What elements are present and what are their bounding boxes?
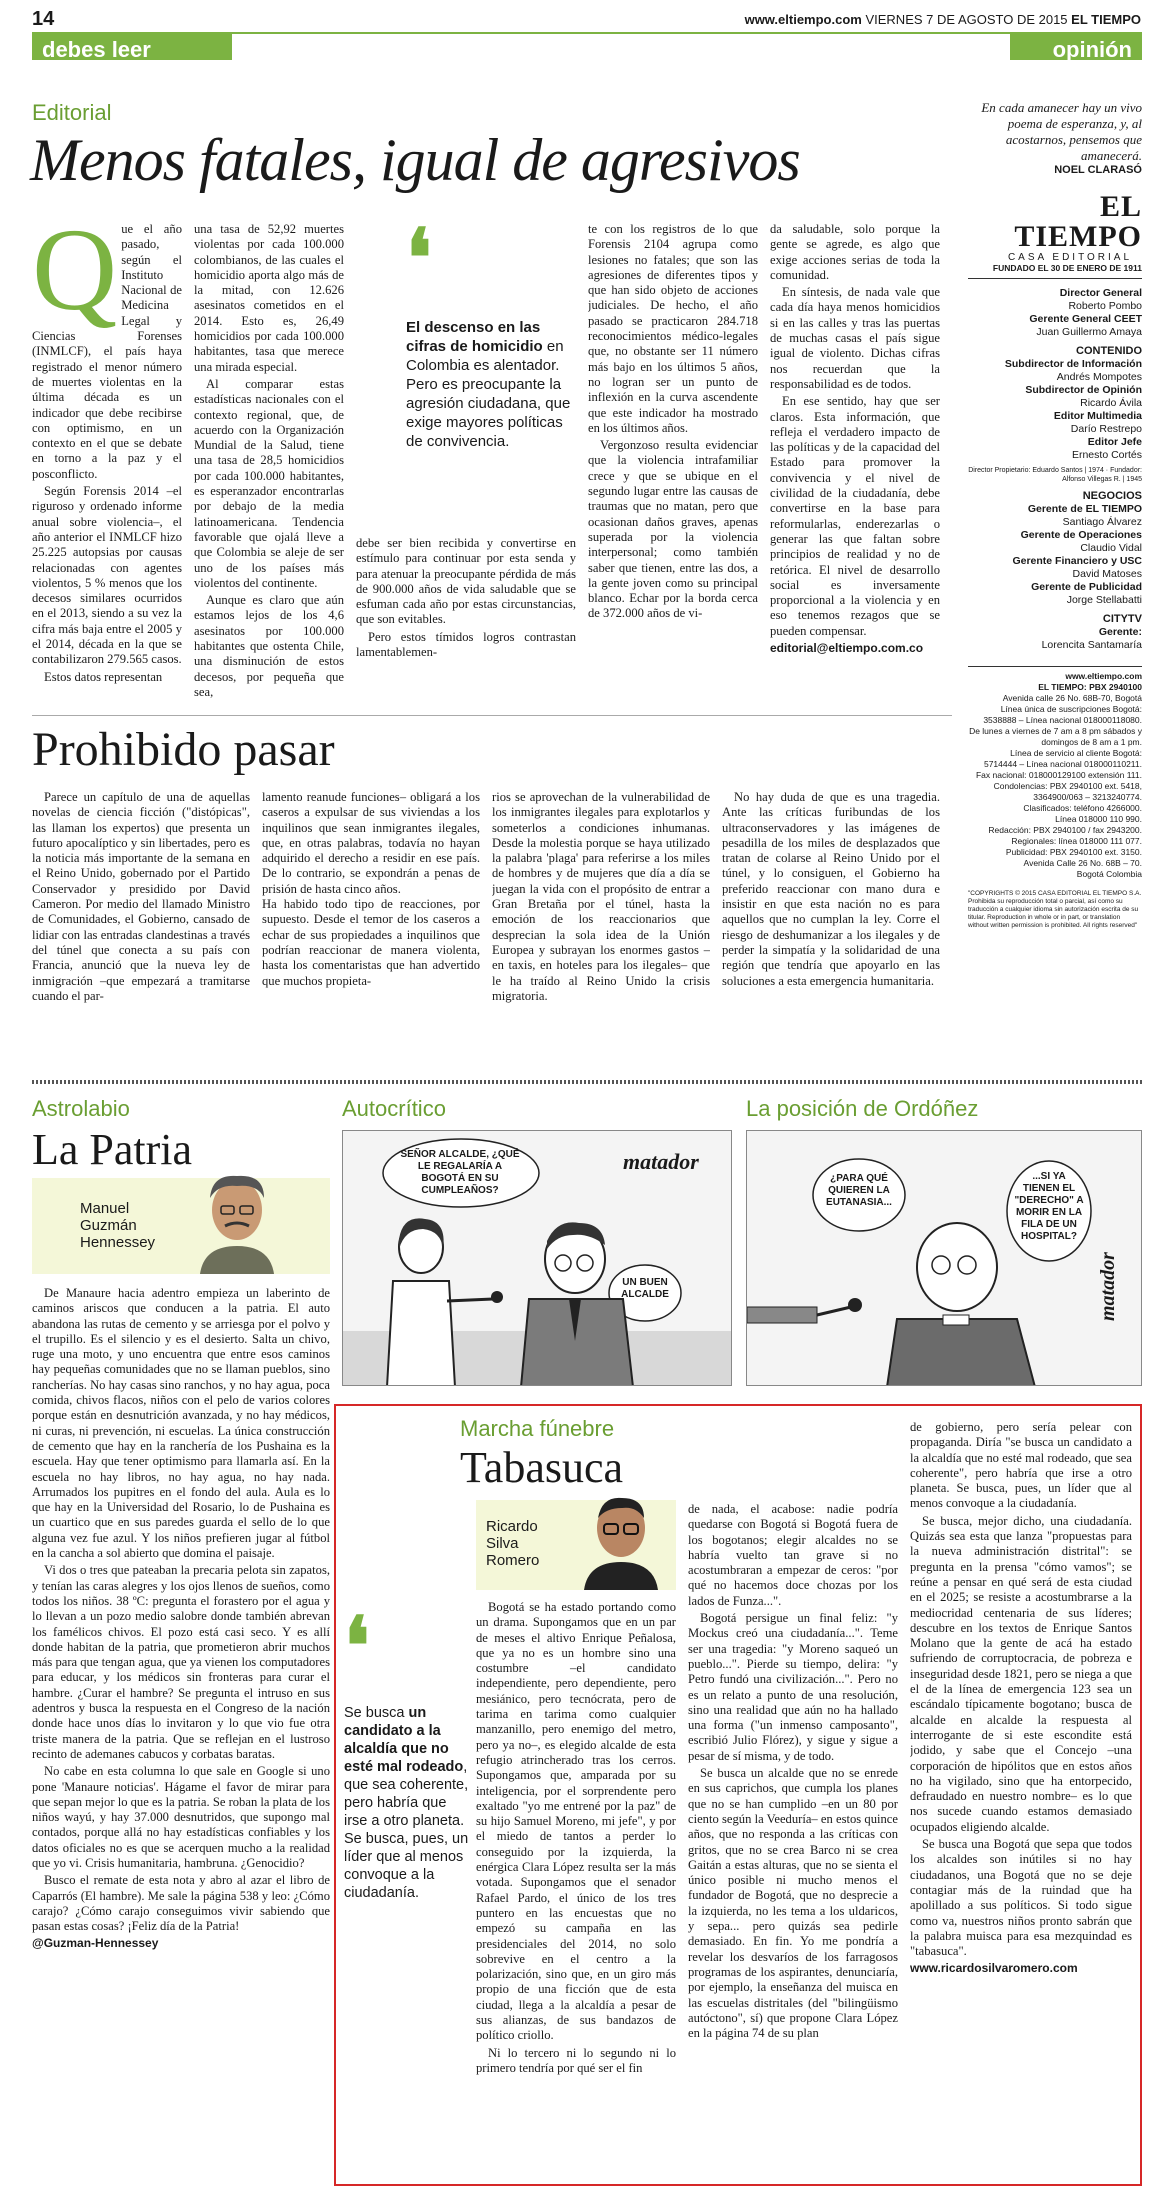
masthead-contact-line: Avenida calle 26 No. 68B-70, Bogotá xyxy=(1002,693,1142,703)
astrolabio-body xyxy=(32,1286,330,2186)
masthead xyxy=(968,192,1142,930)
ordonez-cartoon xyxy=(746,1130,1142,1386)
prohibido-divider xyxy=(32,715,952,716)
editorial-paragraph: Según Forensis 2014 –el riguroso y ordenado informe anual sobre violencia–, el año anterior el INMLCF hizo 25.225 autopsias por causas relacionadas con agentes violentos, 5 % menos que los decesos similares ocurridos en el 2013, siendo a su vez la cifra más baja entre el 2005 y el 2014, década en la que se contabilizaron 279.565 casos. xyxy=(32,484,182,667)
masthead-contact-line: Condolencias: PBX 2940100 ext. 5418, xyxy=(993,781,1142,791)
epigraph xyxy=(968,100,1142,176)
header-brand: EL TIEMPO xyxy=(1071,12,1141,27)
masthead-person: Ricardo Ávila xyxy=(1080,397,1142,409)
editorial-paragraph: ue el año pasado, según el Instituto Nacional de Medicina Legal y Ciencias Forenses (INMLCF), el país haya registrado el menor número de muertes violentas en la última década es un indicador que debe recibirse con optimismo, en un contexto en el que se debate en torno a la paz y el posconflicto. xyxy=(32,222,182,481)
editorial-col-4 xyxy=(588,222,758,708)
prohibido-paragraph: lamento reanude funciones– obligará a los caseros a expulsar de sus viviendas a los inquilinos que sean inmigrantes ilegales, que, en otras palabras, todavía no hayan adquirido el derecho a residir en ese país. De lo contrario, se expondrán a penas de prisión de hasta cinco años. Ha habido todo tipo de reacciones, por supuesto. Desde el temor de los caseros a echar de sus propiedades a inquilinos que podrían reaccionar de manera violenta, hasta los comentaristas que han advertido que muchos propieta- xyxy=(262,790,480,988)
tabasuca-paragraph: Bogotá persigue un final feliz: "y Mockus creó una ciudadanía...". Teme ser una tragedia: "y Moreno saqueó un pueblo...". Pierde su tiempo, delira: "y Petro fundó una civilización...". Pero no es un relato a punto de una resolución, sino una realidad que aún no ha hallado una forma ("un inmenso camposanto", escribió Julio Flórez), y sigue y sigue a pesar de sí misma, y de todo. xyxy=(688,1611,898,1763)
astrolabio-kicker: Astrolabio xyxy=(32,1096,130,1121)
masthead-section-heading: CITYTV xyxy=(1102,613,1142,625)
editorial-quote-text xyxy=(406,318,571,451)
astrolabio-paragraph: No cabe en esta columna lo que sale en Google si uno pone 'Manaure noticias'. Hágame el favor de mirar para que sepan mejor lo que es la patria. Se roban la plata de los niños wayú, y hay 37.000 desnutridos, que supongo mal contados, porque allá no hay estadísticas confiables y los datos oficiales no es que se acerquen mucho a la realidad que yo vi. Crisis humanitaria, hambruna. ¿Genocidio? xyxy=(32,1764,330,1870)
tabasuca-author-name: Ricardo Silva Romero xyxy=(486,1518,540,1569)
tabasuca-paragraph: Ni lo tercero ni lo segundo ni lo primero tendría por qué ser el fin xyxy=(476,2045,676,2075)
masthead-role: Gerente de Publicidad xyxy=(1031,581,1142,593)
prohibido-paragraph: rios se aprovechan de la vulnerabilidad de los inmigrantes ilegales para explotarlos y someterlos a condiciones inhumanas. Desde la molestia porque se haya utilizado la palabra 'plaga' para referirse a los miles de hombres y de mujeres que día a día se juegan la vida con el propósito de entrar a Gran Bretaña por el túnel, hasta la emoción de los reaccionarios que desprecian la sola idea de la Unión Europea y subrayan los enormes gastos –en taxis, en hoteles para los ilegales– que le ha traído al Reino Unido la crisis migratoria. xyxy=(492,790,710,1003)
masthead-contact-line: 3538888 – Línea nacional 018000118080. xyxy=(983,715,1142,725)
editorial-paragraph: En síntesis, de nada vale que cada día haya menos homicidios si en las calles y tras las puertas de muchas casas el país sigue igual de violento. Dichas cifras nos recuerdan que la responsabilidad es de todos. xyxy=(770,285,940,391)
masthead-contact-line: www.eltiempo.com xyxy=(1065,671,1142,681)
tabasuca-paragraph: Se busca, mejor dicho, una ciudadanía. Quizás sea esta que lanza "propuestas para la nueva administración distrital": se pregunta en la prensa "cómo vamos"; se reúne a pensar en qué será de esta ciudad en el 2025; se resiste a acostumbrarse a la mediocridad centenaria de sus líderes; descubre en los textos de Enrique Santos Molano que la gente de acá ha estado sufriendo de corruptocracia, de pobreza e inseguridad desde 1821, pero se niega a que el de la línea de emergencia 123 sea un escándalo típicamente bogotano; busca de alcalde en alcalde la respuesta al interrogante de si este escondite está jodido, y sabe que el Concejo –una corporación de hipólitos que en estos años no ha vigilado, sino que ha entorpecido, defraudado en nuestro nombre– es lo que nos sucede cuando estamos demasiado ocupados eligiendo alcalde. xyxy=(910,1513,1132,1834)
editorial-paragraph: te con los registros de lo que Forensis 2104 agrupa como lesiones no fatales; que son las agresiones de diferentes tipos y que han sido objeto de acciones judiciales. De hecho, el año pasado se practicaron 284.718 reconocimientos médico-legales que, no obstante ser 11 número más bajo en los últimos 5 años, no logran ser un punto de inflexión en la curva ascendente que este indicador ha mostrado en los últimos años. xyxy=(588,222,758,435)
editorial-col-5 xyxy=(770,222,940,708)
editorial-paragraph: una tasa de 52,92 muertes violentas por cada 100.000 colombianos, de las cuales el homicidio aporta algo más de la mitad, con 12.626 asesinatos cometidos en el 2014. Esto es, 26,49 homicidios por cada 100.000 habitantes, tasa que merece una mirada especial. xyxy=(194,222,344,374)
tabasuca-paragraph: de nada, el acabose: nadie podría quedarse con Bogotá si Bogotá fuera de los bogotanos; elegir alcaldes no se habría vuelto tan grave si no acostumbraran a empezar de ceros: "por qué no hacemos doce chozas por los lados de Funza...". xyxy=(688,1502,898,1608)
masthead-contact-line: 5714444 – Línea nacional 018000110211. xyxy=(983,759,1142,769)
masthead-role: Gerente de Operaciones xyxy=(1020,529,1142,541)
tabasuca-pullquote xyxy=(344,1599,472,1902)
author-portrait-silva xyxy=(576,1488,666,1590)
prohibido-col-2 xyxy=(262,790,480,1070)
autocritico-bubble-1: SEÑOR ALCALDE, ¿QUÉ LE REGALARÍA A BOGOTÁ EN SU CUMPLEAÑOS? xyxy=(400,1149,520,1196)
astrolabio-paragraph: Busco el remate de esta nota y abro al azar el libro de Caparrós (El hambre). Me sale la página 538 y leo: ¿Cómo carajo? ¿Cómo carajo conseguimos vivir sabiendo que pasan estas cosas? ¡Feliz día de la Patria! xyxy=(32,1873,330,1934)
page-number: 14 xyxy=(32,8,55,30)
masthead-contact-line: Clasificados: teléfono 4266000. xyxy=(1023,803,1142,813)
masthead-contact xyxy=(968,666,1142,880)
tabasuca-web[interactable]: www.ricardosilvaromero.com xyxy=(910,1961,1078,1976)
header-date: VIERNES 7 DE AGOSTO DE 2015 xyxy=(865,12,1068,27)
masthead-contact-line: Avenida Calle 26 No. 68B – 70. xyxy=(1023,858,1142,868)
editorial-dropcap: Q xyxy=(32,222,118,335)
tabasuca-quote-rest: , que sea coherente, pero habría que irse a otro planeta. Se busca, pues, un líder que al menos convoque a la ciudadanía. xyxy=(344,1759,469,1901)
prohibido-col-3 xyxy=(492,790,710,1070)
masthead-contact-line: Bogotá Colombia xyxy=(1076,869,1142,879)
editorial-paragraph: Al comparar estas estadísticas nacionales con el contexto regional, que, de acuerdo con la Organización Mundial de la Salud, tiene una tasa de 28,5 homicidios por cada 100.000 habitantes, es esperanzador encontrarlas por debajo de la media latinoamericana. Tendencia favorable que ojalá lleve a que Colombia se aleje de ser uno de los países más violentos del continente. xyxy=(194,376,344,590)
quote-mark-icon: ❛ xyxy=(344,1599,370,1693)
editorial-paragraph: En ese sentido, hay que ser claros. Esta información, que refleja el verdadero impacto de las políticas y de la capacidad del Estado para promover la convivencia y el nivel de civilidad de la ciudadanía, debe convertirse en la base para reformularlas, enderezarlas o generar las que faltan sobre principios de realidad y no de retórica. El nivel de desarrollo social es inversamente proporcional a la violencia y en eso tenemos rezagos que se pueden compensar. xyxy=(770,394,940,638)
prohibido-title: Prohibido pasar xyxy=(32,723,335,776)
epigraph-text: En cada amanecer hay un vivo poema de esperanza, y, al acostarnos, pensemos que amanecerá. xyxy=(981,100,1142,163)
editorial-quote-bold: El descenso en las cifras de homicidio xyxy=(406,319,543,355)
tabasuca-col-1 xyxy=(476,1600,676,2180)
astrolabio-author-box xyxy=(32,1178,330,1274)
masthead-contact-line: EL TIEMPO: PBX 2940100 xyxy=(1038,682,1142,692)
ordonez-bubble-2: ...SI YA TIENEN EL "DERECHO" A MORIR EN LA FILA DE UN HOSPITAL? xyxy=(1014,1171,1084,1242)
masthead-contact-line: 3364900/063 – 3213240774. xyxy=(1033,792,1142,802)
autocritico-kicker: Autocrítico xyxy=(342,1096,446,1121)
tabasuca-title: Tabasuca xyxy=(460,1443,624,1492)
author-portrait-guzman xyxy=(192,1168,282,1274)
masthead-contact-line: Fax nacional: 018000129100 extensión 111. xyxy=(975,770,1142,780)
ordonez-drawing xyxy=(747,1131,1142,1386)
tabasuca-col-2 xyxy=(688,1502,898,2180)
masthead-person: David Matoses xyxy=(1072,568,1142,580)
editorial-title: Menos fatales, igual de agresivos xyxy=(30,127,800,193)
masthead-person: Darío Restrepo xyxy=(1070,423,1142,435)
editorial-paragraph: Aunque es claro que aún estamos lejos de los 4,6 asesinatos por 100.000 habitantes que ostenta Chile, una disminución de estos decesos, por pequeña que sea, xyxy=(194,593,344,699)
masthead-person: Andrés Mompotes xyxy=(1056,371,1142,383)
masthead-sub: CASA EDITORIAL xyxy=(1007,252,1133,263)
masthead-role: Gerente: xyxy=(1098,626,1142,638)
masthead-contact-line: Línea de servicio al cliente Bogotá: xyxy=(1010,748,1142,758)
tabasuca-col-3 xyxy=(910,1420,1132,2180)
astrolabio-title: La Patria xyxy=(32,1125,193,1174)
masthead-person: Claudio Vidal xyxy=(1080,542,1142,554)
masthead-contact-line: Publicidad: PBX 2940100 ext. 3150. xyxy=(1005,847,1142,857)
masthead-logo: EL TIEMPO xyxy=(1014,190,1142,253)
section-debes-leer: debes leer xyxy=(32,34,232,60)
masthead-role: Gerente General CEET xyxy=(1029,313,1142,325)
masthead-contact-line: De lunes a viernes de 7 am a 8 pm sábados y xyxy=(969,726,1142,736)
tabasuca-quote-pre: Se busca xyxy=(344,1705,409,1721)
astrolabio-author-name: Manuel Guzmán Hennessey xyxy=(80,1200,156,1251)
masthead-copyright: "COPYRIGHTS © 2015 CASA EDITORIAL EL TIEMPO S.A. Prohibida su reproducción total o parcial, así como su traducción a cualquier idioma sin autorización escrita de su titular. Reproduction in whole or in part, or translation without written permission is prohibited. All rights reserved" xyxy=(968,890,1142,929)
masthead-section-heading: NEGOCIOS xyxy=(1082,490,1142,502)
editorial-quote-rest: en Colombia es alentador. Pero es preocupante la agresión ciudadana, que exige mayores políticas de convivencia. xyxy=(406,338,571,450)
masthead-person: Santiago Álvarez xyxy=(1062,516,1142,528)
quote-mark-icon: ❛ xyxy=(406,211,432,305)
editorial-email[interactable]: editorial@eltiempo.com.co xyxy=(770,641,924,656)
tabasuca-paragraph: Se busca un alcalde que no se enrede en sus caprichos, que cumpla los planes que no se han cumplido –en un 80 por ciento según la Veeduría– en estos quince años, que no responda a las críticas con gritos, que no se crea Barco ni se crea Gaitán a estas alturas, que no se sienta el único posible ni mucho menos el fundador de Bogotá, que no desprecie a la izquierda, no les tema a los uldaricos, y sepa... pero quizás sea pedirle demasiado. En fin. Yo me pondría a revelar los desvaríos de los farragosos programas de los aspirantes, denunciaría, por ejemplo, la enseñanza del muisca en las escuelas distritales (del "bilingüismo autóctono", sí) que propone Clara López en la página 74 de su plan xyxy=(688,1766,898,2041)
prohibido-paragraph: No hay duda de que es una tragedia. Ante las críticas furibundas de los ultraconservadores y las imágenes de pesadilla de los miles de desplazados que tratan de colarse al Reino Unido por el túnel, y lo consiguen, el Gobierno ha preferido reaccionar con mano dura e insistir en que esta nación no es para aquellos que no cumplan la ley. Corre el riesgo de deshumanizar a los ilegales y de perder la simpatía y la solidaridad de una región que tendría que apoyarlo en las soluciones a esta emergencia humanitaria. xyxy=(722,790,940,988)
masthead-person: Juan Guillermo Amaya xyxy=(1036,326,1142,338)
section-opinion: opinión xyxy=(1010,34,1142,60)
masthead-person: Roberto Pombo xyxy=(1068,300,1142,312)
editorial-kicker: Editorial xyxy=(32,100,112,125)
masthead-role: Gerente Financiero y USC xyxy=(1012,555,1142,567)
astrolabio-paragraph: De Manaure hacia adentro empieza un laberinto de caminos ariscos que conducen a la patria. El auto abandona las rutas de cemento y se arriesga por el polvo y el trupillo. Es el silencio y es el desierto. Salta un chivo, ruge una moto, y uno encuentra que entre esos caminos hay pequeñas comunidades que no se llaman pueblos, sino rancherías. No hay casas sino ranchos, y no hay agua, poca comida, chivos flacos, niños con el pelo de varios colores porque están en desnutrición avanzada, y no hay médicos, ni curas, ni prevención, ni escuelas. La única construcción de cemento que hay en la ranchería de los Pushaina es la escuela. Hay que tener optimismo para llamarla así. En la escuela no hay libros, no hay agua, no hay nada. Arrumados los pupitres en el fondo del aula. Aula es lo que hay en la Universidad del Rosario, lo de Pushaina es un cuartico que en sus paredes guarda el sello de lo que alguna vez fue azul. Y los niños prefieren jugar al fútbol en la cancha a sol abierto que domina el paisaje. xyxy=(32,1286,330,1561)
masthead-section-heading: CONTENIDO xyxy=(1076,345,1142,357)
masthead-founded: FUNDADO EL 30 DE ENERO DE 1911 xyxy=(968,263,1142,279)
masthead-founders: Director Propietario: Eduardo Santos | 1974 · Fundador: Alfonso Villegas R. | 1945 xyxy=(968,467,1142,483)
editorial-paragraph: Pero estos tímidos logros contrastan lamentablemen- xyxy=(356,629,576,660)
masthead-person: Ernesto Cortés xyxy=(1071,449,1142,461)
masthead-role: Director General xyxy=(1059,287,1142,299)
tabasuca-paragraph: de gobierno, pero sería pelear con propaganda. Diría "se busca un candidato a la alcaldía que no esté mal rodeado, que sea coherente", pero habría que irse a otro planeta. Se busca, pues, un líder que al menos convoque a la ciudadanía. xyxy=(910,1420,1132,1511)
editorial-paragraph: Vergonzoso resulta evidenciar que la violencia intrafamiliar crece y que se ubique en el segundo lugar entre las causas de traumas que no matan, pero que ocasionan daños graves, apenas superada por la violencia interpersonal; como también saber que tienen, entre las dos, a la gente joven como su principal blanco. Echar por la borda cerca de 372.000 años de vi- xyxy=(588,438,758,621)
editorial-paragraph: Estos datos representan xyxy=(44,669,163,684)
tabasuca-kicker: Marcha fúnebre xyxy=(460,1416,615,1441)
editorial-col-3 xyxy=(356,536,576,708)
section-divider xyxy=(32,1080,1142,1084)
astrolabio-paragraph: Vi dos o tres que pateaban la precaria pelota sin zapatos, y tenían las caras alegres y los ojos llenos de sueños, como todos los niños. 38 ºC: pregunta el forastero por el agua y lo llevan a un pozo medio salobre donde también abrevan los famélicos chivos. El pozo está casi seco. Y es allí donde habitan de la patria, que prometieron abrir muchos más para que tengan agua, que ya vienen los computadores para educar, y los médicos sin fronteras para curar el hambre. ¿Curar el hambre? Se pregunta el intruso en sus adentros y busca la respuesta en el Congreso de la nación donde hace unos días lo invitaron y lo que vio fue otra triste manera de la patria. Que se reflejan en el lustroso recinto de ademanes cabucos y corbatas baratas. xyxy=(32,1563,330,1761)
autocritico-bubble-2: UN BUEN ALCALDE xyxy=(621,1277,669,1300)
masthead-role: Subdirector de Opinión xyxy=(1025,384,1142,396)
masthead-contact-line: Línea única de suscripciones Bogotá: xyxy=(1000,704,1142,714)
header-site: www.eltiempo.com xyxy=(744,12,862,27)
editorial-pullquote xyxy=(406,211,571,451)
autocritico-signature: matador xyxy=(623,1149,699,1174)
masthead-role: Editor Multimedia xyxy=(1053,410,1142,422)
prohibido-col-4 xyxy=(722,790,940,1070)
autocritico-cartoon xyxy=(342,1130,732,1386)
ordonez-bubble-1: ¿PARA QUÉ QUIEREN LA EUTANASIA... xyxy=(826,1173,892,1208)
masthead-contact-line: Regionales: línea 018000 111 077. xyxy=(1011,836,1142,846)
prohibido-paragraph: Parece un capítulo de una de aquellas novelas de ciencia ficción ("distópicas", las llaman los expertos) que presenta un futuro apocalíptico y sin libertades, pero es la noticia más importante de la semana en el Reino Unido, gobernado por el Partido Conservador y presidido por David Cameron. Por medio del llamado Ministro de Comunidades, el Gobierno, cansado de lidiar con las entradas clandestinas a través del túnel que conecta a su país con Francia, anunció que la nueva ley de inmigración –que empezará a tramitarse cuando el par- xyxy=(32,790,250,1003)
editorial-col-2 xyxy=(194,222,344,708)
masthead-contact-line: domingos de 8 am a 1 pm. xyxy=(1041,737,1142,747)
tabasuca-paragraph: Bogotá se ha estado portando como un drama. Supongamos que en un par de meses el altivo Enrique Peñalosa, que ya no es un hombre sino una costumbre –el candidato independiente, pero dependiente, pero mesiánico, pero tecnócrata, pero de tarima en tarima como cualquier manzanillo, pero enemigo del metro, pero ya no–, es elegido alcalde de esta refugio atrincherado tras los cerros. Supongamos que, amparada por su inteligencia, por el sorprendente pero exaltado "yo me entrené por la paz" de su hijo Samuel Moreno, mi jefe", y por el miedo de tantos a perder lo conseguido por la izquierda, la enérgica Clara López resulta ser la más votada. Supongamos que el senador Rafael Pardo, el único de los tres puntero en las encuestas que no empezó su campaña en las presidenciales del 2014, no solo sobrevive en el centro a la polarización, sino que, en un giro más propio de una ficción que de esta ciudad, llega a la alcaldía a pesar de sus alianzas, de sus bandazos de político criollo. xyxy=(476,1600,676,2043)
masthead-person: Jorge Stellabatti xyxy=(1066,594,1142,606)
masthead-role: Editor Jefe xyxy=(1087,436,1142,448)
masthead-staff-list xyxy=(968,287,1142,652)
header-dateline xyxy=(745,12,1141,27)
editorial-col-1 xyxy=(32,222,182,708)
ordonez-kicker: La posición de Ordóñez xyxy=(746,1096,979,1121)
epigraph-author: NOEL CLARASÓ xyxy=(1054,164,1142,176)
prohibido-col-1 xyxy=(32,790,250,1070)
tabasuca-paragraph: Se busca una Bogotá que sepa que todos los alcaldes son inútiles si no hay ciudadanos, una Bogotá que no se deje contagiar más de la ruindad que ha apolillado a sus políticos. Si todo sigue como va, nuestros niños pronto sabrán que la palabra muisca para esa mezquindad es "tabasuca". xyxy=(910,1837,1132,1959)
editorial-paragraph: debe ser bien recibida y convertirse en estímulo para continuar por esta senda y para atenuar la preocupante pérdida de más de 900.000 años de vida saludable que se esfuman cada año por estas circunstancias, que son evitables. xyxy=(356,536,576,627)
masthead-role: Gerente de EL TIEMPO xyxy=(1027,503,1142,515)
masthead-person: Lorencita Santamaría xyxy=(1041,639,1142,651)
masthead-role: Subdirector de Información xyxy=(1004,358,1142,370)
masthead-contact-line: Línea 018000 110 990. xyxy=(1055,814,1142,824)
astrolabio-handle[interactable]: @Guzman-Hennessey xyxy=(32,1936,159,1951)
tabasuca-quote-bold: un candidato a la alcaldía que no esté mal rodeado xyxy=(344,1705,464,1775)
tabasuca-author-box xyxy=(476,1500,676,1590)
masthead-contact-line: Redacción: PBX 2940100 / fax 2943200. xyxy=(988,825,1142,835)
tabasuca-quote-text xyxy=(344,1704,472,1902)
ordonez-signature: matador xyxy=(1097,1252,1119,1321)
editorial-paragraph: da saludable, solo porque la gente se agrede, es algo que exige acciones serias de toda la comunidad. xyxy=(770,222,940,282)
